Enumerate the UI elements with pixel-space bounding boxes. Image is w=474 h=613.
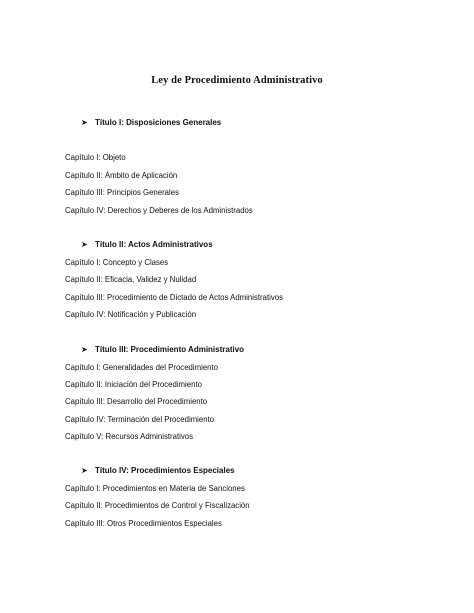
chapter-item: Capítulo II: Iniciación del Procedimiento <box>65 380 202 389</box>
section-heading-text: Título I: Disposiciones Generales <box>95 118 222 127</box>
section-heading <box>81 466 235 475</box>
chapter-item: Capítulo I: Objeto <box>65 153 126 162</box>
chapter-item: Capítulo II: Ámbito de Aplicación <box>65 171 178 180</box>
chapter-item: Capítulo III: Procedimiento de Dictado de Actos Administrativos <box>65 293 283 302</box>
chapter-item: Capítulo I: Procedimientos en Materia de Sanciones <box>65 484 245 493</box>
chapter-item: Capítulo III: Principios Generales <box>65 188 179 197</box>
section-heading-text: Título II: Actos Administrativos <box>95 240 213 249</box>
section-heading <box>81 118 221 127</box>
section-heading-text: Título IV: Procedimientos Especiales <box>95 466 235 475</box>
chapter-item: Capítulo II: Procedimientos de Control y Fiscalización <box>65 501 250 510</box>
chapter-item: Capítulo V: Recursos Administrativos <box>65 432 193 441</box>
chapter-item: Capítulo I: Concepto y Clases <box>65 258 169 267</box>
chapter-item: Capítulo III: Desarrollo del Procedimiento <box>65 397 208 406</box>
section-heading-text: Título III: Procedimiento Administrativo <box>95 345 245 354</box>
section-heading <box>81 345 244 354</box>
arrow-bullet-icon: ➤ <box>81 118 88 127</box>
arrow-bullet-icon: ➤ <box>81 240 88 249</box>
arrow-bullet-icon: ➤ <box>81 345 88 354</box>
chapter-item: Capítulo IV: Derechos y Deberes de los Administrados <box>65 206 253 215</box>
chapter-item: Capítulo I: Generalidades del Procedimiento <box>65 363 218 372</box>
chapter-item: Capítulo II: Eficacia, Validez y Nulidad <box>65 275 197 284</box>
chapter-item: Capítulo III: Otros Procedimientos Especiales <box>65 519 222 528</box>
chapter-item: Capítulo IV: Notificación y Publicación <box>65 310 197 319</box>
section-heading <box>81 240 213 249</box>
chapter-item: Capítulo IV: Terminación del Procedimiento <box>65 415 215 424</box>
arrow-bullet-icon: ➤ <box>81 466 88 475</box>
document-title: Ley de Procedimiento Administrativo <box>151 75 323 86</box>
